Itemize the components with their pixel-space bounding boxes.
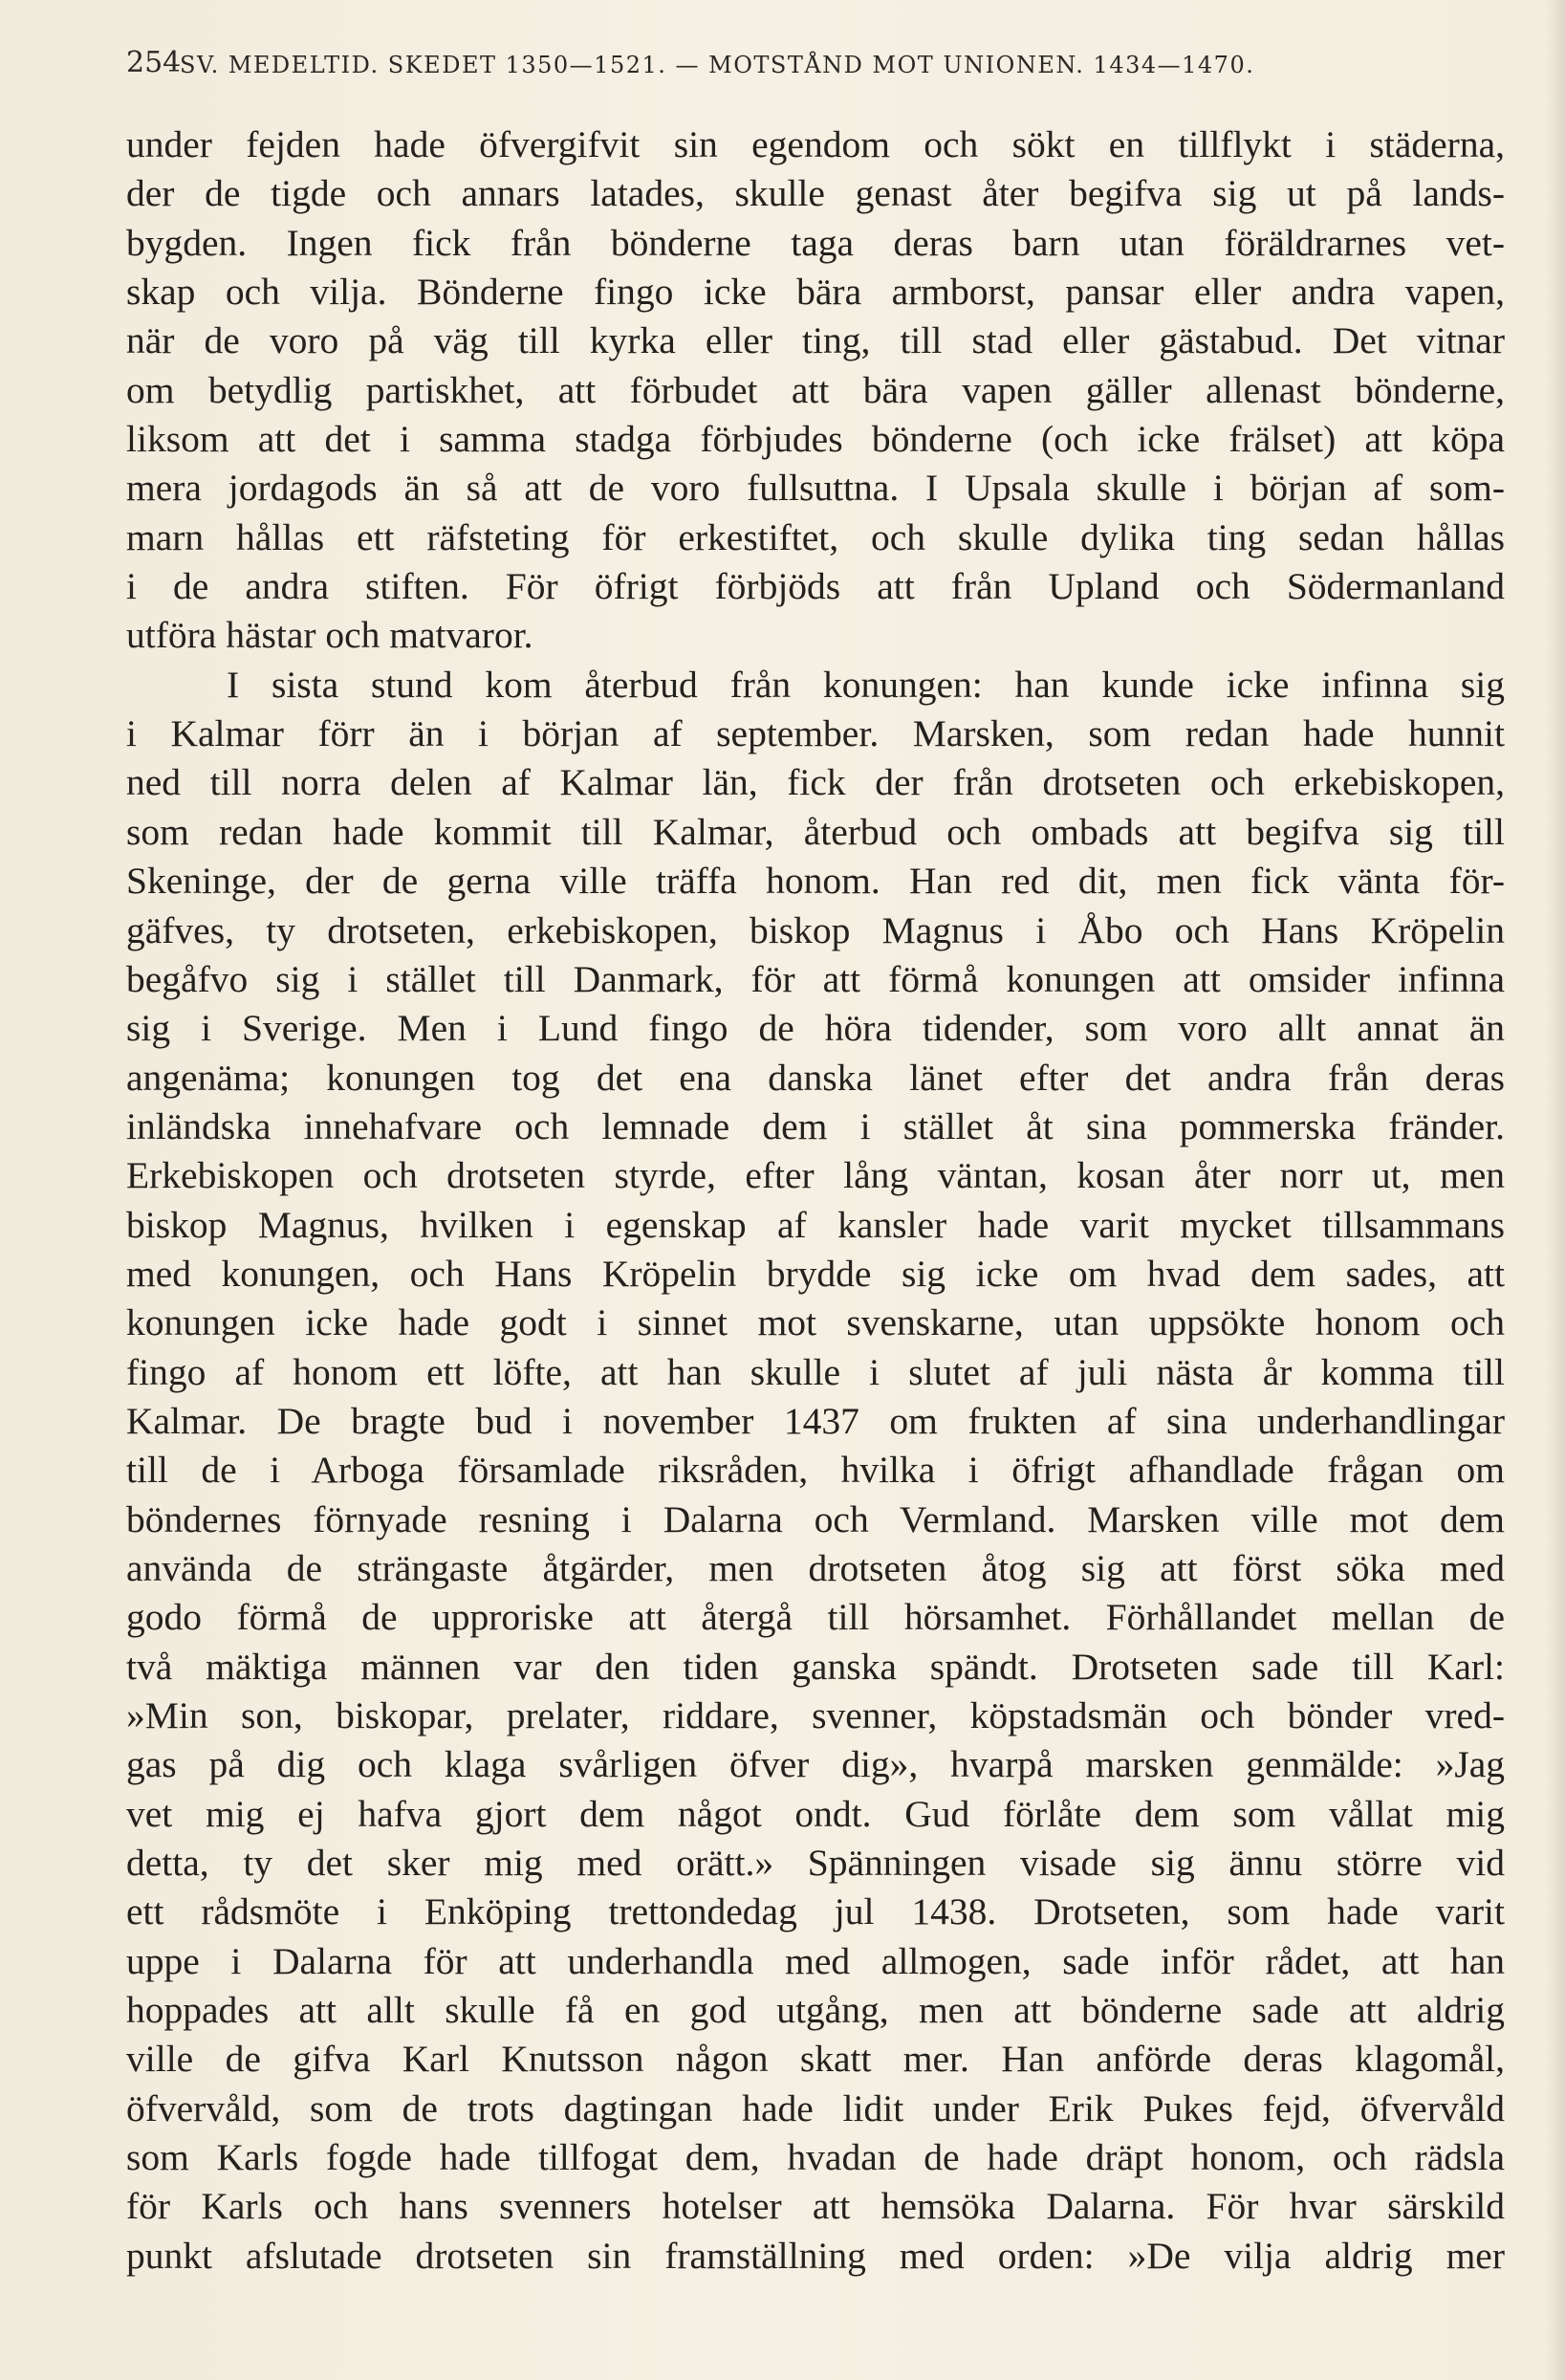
text-line: som Karls fogde hade tillfogat dem, hvadan de hade dräpt honom, och rädsla <box>126 2136 1505 2179</box>
text-line: ett rådsmöte i Enköping trettondedag jul 1438. Drotseten, som hade varit <box>126 1890 1505 1933</box>
text-line: uppe i Dalarna för att underhandla med allmogen, sade inför rådet, att han <box>126 1939 1505 1982</box>
text-line: konungen icke hade godt i sinnet mot svenskarne, utan uppsökte honom och <box>126 1301 1505 1344</box>
text-line: två mäktiga männen var den tiden ganska spändt. Drotseten sade till Karl: <box>126 1645 1505 1688</box>
text-line: inländska innehafvare och lemnade dem i stället åt sina pommerska fränder. <box>126 1104 1505 1147</box>
text-line: »Min son, biskopar, prelater, riddare, svenner, köpstadsmän och bönder vred- <box>126 1694 1505 1736</box>
paragraph-first-line: I sista stund kom återbud från konungen: han kunde icke infinna sig <box>227 663 1505 706</box>
text-line: punkt afslutade drotseten sin framställning med orden: »De vilja aldrig mer <box>126 2234 1505 2277</box>
text-line: i Kalmar förr än i början af september. Marsken, som redan hade hunnit <box>126 712 1505 755</box>
text-line: bygden. Ingen fick från bönderne taga deras barn utan föräldrarnes vet- <box>126 221 1505 264</box>
text-line: under fejden hade öfvergifvit sin egendom och sökt en tillflykt i städerna, <box>126 123 1505 165</box>
text-line: till de i Arboga församlade riksråden, hvilka i öfrigt afhandlade frågan om <box>126 1449 1505 1492</box>
page-edge-shadow <box>1546 0 1565 2380</box>
text-line: biskop Magnus, hvilken i egenskap af kansler hade varit mycket tillsammans <box>126 1203 1505 1246</box>
text-line: ville de gifva Karl Knutsson någon skatt mer. Han anförde deras klagomål, <box>126 2038 1505 2081</box>
text-line: begåfvo sig i stället till Danmark, för att förmå konungen att omsider infinna <box>126 957 1505 1000</box>
text-line: marn hållas ett räfsteting för erkestiftet, och skulle dylika ting sedan hållas <box>126 515 1505 558</box>
text-line: som redan hade kommit till Kalmar, återbud och ombads att begifva sig till <box>126 810 1505 853</box>
text-line: Kalmar. De bragte bud i november 1437 om frukten af sina underhandlingar <box>126 1399 1505 1442</box>
text-line: med konungen, och Hans Kröpelin brydde sig icke om hvad dem sades, att <box>126 1252 1505 1295</box>
paragraph-last-line: utföra hästar och matvaror. <box>126 614 533 657</box>
text-line: öfvervåld, som de trots dagtingan hade lidit under Erik Pukes fejd, öfvervåld <box>126 2086 1505 2129</box>
running-title: SV. MEDELTID. SKEDET 1350—1521. — MOTSTÅND MOT UNIONEN. 1434—1470. <box>180 52 1255 78</box>
text-line: för Karls och hans svenners hotelser att hemsöka Dalarna. För hvar särskild <box>126 2185 1505 2228</box>
text-line: gas på dig och klaga svårligen öfver dig», hvarpå marsken genmälde: »Jag <box>126 1743 1505 1786</box>
text-line: fingo af honom ett löfte, att han skulle i slutet af juli nästa år komma till <box>126 1350 1505 1393</box>
text-line: der de tigde och annars latades, skulle genast åter begifva sig ut på lands- <box>126 172 1505 215</box>
text-line: liksom att det i samma stadga förbjudes bönderne (och icke frälset) att köpa <box>126 418 1505 461</box>
text-line: om betydlig partiskhet, att förbudet att bära vapen gäller allenast bönderne, <box>126 368 1505 411</box>
text-line: Erkebiskopen och drotseten styrde, efter lång väntan, kosan åter norr ut, men <box>126 1154 1505 1197</box>
text-line: hoppades att allt skulle få en god utgång, men att bönderne sade att aldrig <box>126 1989 1505 2032</box>
text-line: sig i Sverige. Men i Lund fingo de höra tidender, som voro allt annat än <box>126 1007 1505 1050</box>
text-line: gäfves, ty drotseten, erkebiskopen, biskop Magnus i Åbo och Hans Kröpelin <box>126 908 1505 951</box>
body-text <box>126 120 1505 2281</box>
text-line: böndernes förnyade resning i Dalarna och Vermland. Marsken ville mot dem <box>126 1497 1505 1540</box>
text-line: detta, ty det sker mig med orätt.» Spänningen visade sig ännu större vid <box>126 1842 1505 1885</box>
text-line: godo förmå de upproriske att återgå till hörsamhet. Förhållandet mellan de <box>126 1596 1505 1639</box>
text-line: skap och vilja. Bönderne fingo icke bära armborst, pansar eller andra vapen, <box>126 271 1505 314</box>
text-line: när de voro på väg till kyrka eller ting, till stad eller gästabud. Det vitnar <box>126 319 1505 362</box>
text-line: vet mig ej hafva gjort dem något ondt. Gud förlåte dem som vållat mig <box>126 1792 1505 1835</box>
running-header <box>126 46 1505 84</box>
text-line: använda de strängaste åtgärder, men drotseten åtog sig att först söka med <box>126 1546 1505 1589</box>
text-line: mera jordagods än så att de voro fullsuttna. I Upsala skulle i början af som- <box>126 467 1505 510</box>
text-line: angenäma; konungen tog det ena danska länet efter det andra från deras <box>126 1056 1505 1099</box>
text-line: i de andra stiften. För öfrigt förbjöds att från Upland och Södermanland <box>126 565 1505 608</box>
text-line: Skeninge, der de gerna ville träffa honom. Han red dit, men fick vänta för- <box>126 860 1505 903</box>
page-number: 254 <box>126 46 182 79</box>
text-line: ned till norra delen af Kalmar län, fick der från drotseten och erkebiskopen, <box>126 761 1505 804</box>
